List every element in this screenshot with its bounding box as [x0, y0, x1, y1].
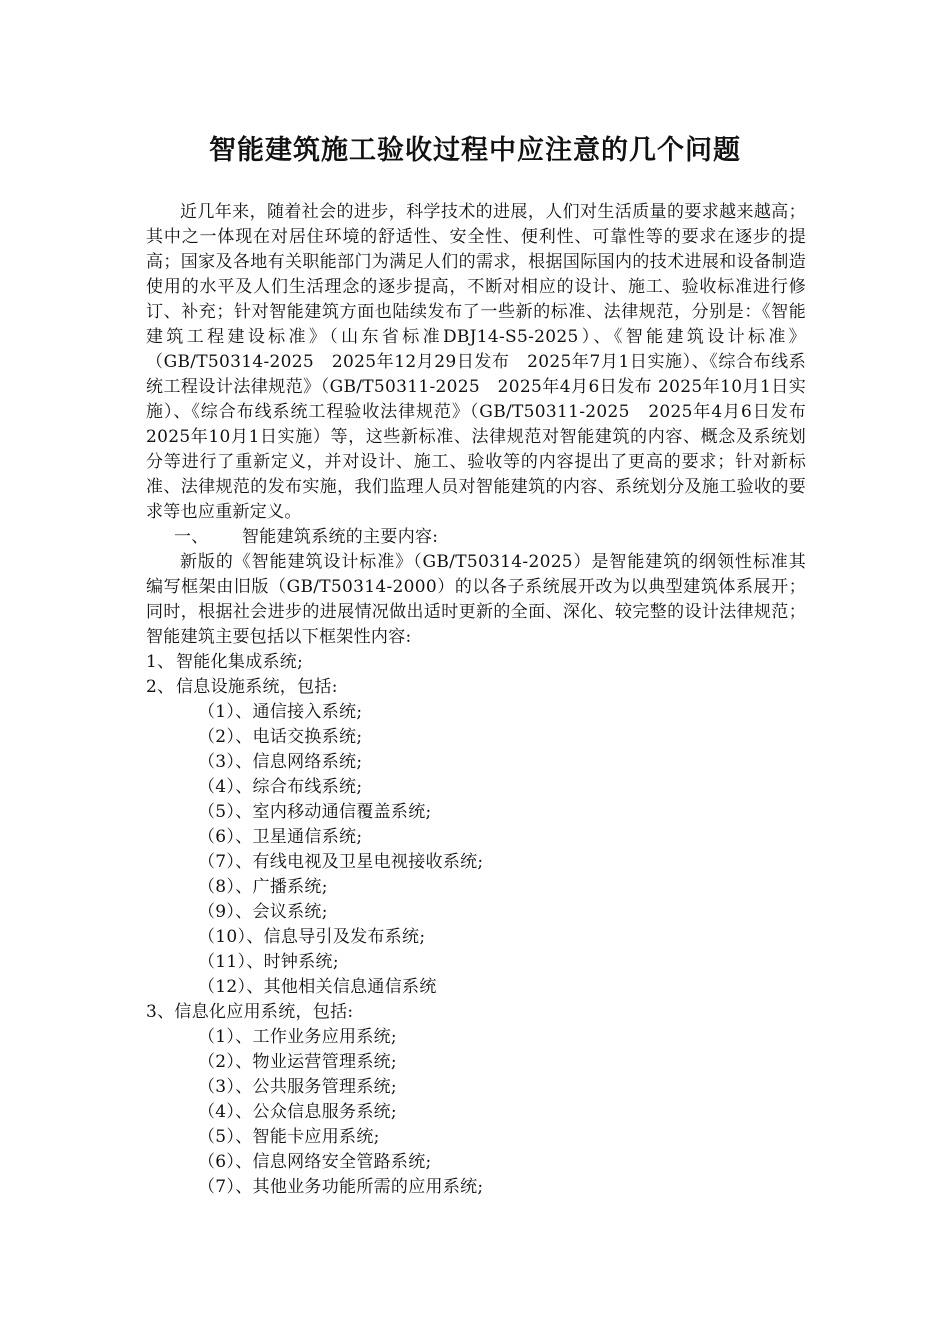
intro-paragraph: 近几年来，随着社会的进步，科学技术的进展，人们对生活质量的要求越来越高；其中之一体现在对居住环境的舒适性、安全性、便利性、可靠性等的要求在逐步的提高；国家及各地有关职能部门为满足人们的需求，根据国际国内的技术进展和设备制造使用的水平及人们生活理念的逐步提高，不断对相应的设计、施工、验收标准进行修订、补充；针对智能建筑方面也陆续发布了一些新的标准、法律规范，分别是：《智能建筑工程建设标准》（山东省标准DBJ14-S5-2025）、《智能建筑设计标准》（GB/T50314-2025 2025年12月29日发布 2025年7月1日实施）、《综合布线系统工程设计法律规范》（GB/T50311-2025 2025年4月6日发布 2025年10月1日实施）、《综合布线系统工程验收法律规范》（GB/T50311-2025 2025年4月6日发布 2025年10月1日实施）等，这些新标准、法律规范对智能建筑的内容、概念及系统划分等进行了重新定义，并对设计、施工、验收等的内容提出了更高的要求；针对新标准、法律规范的发布实施，我们监理人员对智能建筑的内容、系统划分及施工验收的要求等也应重新定义。 — [146, 202, 806, 522]
sub-list-item: （6）、信息网络安全管路系统; — [198, 1152, 432, 1172]
sub-list-item: （7）、其他业务功能所需的应用系统; — [198, 1177, 484, 1197]
section-heading-text: 智能建筑系统的主要内容: — [242, 527, 439, 547]
sub-list-item: （1）、通信接入系统; — [198, 702, 363, 722]
sub-list-item: （4）、综合布线系统; — [198, 777, 363, 797]
sub-list-item: （6）、卫星通信系统; — [198, 827, 363, 847]
section-paragraph: 新版的《智能建筑设计标准》（GB/T50314-2025）是智能建筑的纲领性标准其编写框架由旧版（GB/T50314-2000）的以各子系统展开改为以典型建筑体系展开；同时，根据社会进步的进展情况做出适时更新的全面、深化、较完整的设计法律规范；智能建筑主要包括以下框架性内容: — [146, 552, 806, 647]
sub-list-item: （2）、物业运营管理系统; — [198, 1052, 397, 1072]
sub-list-item: （1）、工作业务应用系统; — [198, 1027, 397, 1047]
list-item-text: 智能化集成系统; — [176, 652, 304, 672]
list-item-text: 信息设施系统，包括: — [176, 677, 338, 697]
list-item-number: 2、 — [146, 677, 175, 697]
sub-list-item: （10）、信息导引及发布系统; — [198, 927, 426, 947]
sub-list-item: （9）、会议系统; — [198, 902, 328, 922]
sub-list-item: （5）、智能卡应用系统; — [198, 1127, 380, 1147]
list-item-number: 1、 — [146, 652, 175, 672]
document-body — [146, 200, 806, 1200]
section-number: 一、 — [174, 527, 209, 547]
list-item-1 — [146, 650, 806, 675]
list-item-2 — [146, 675, 806, 700]
section-heading — [146, 525, 806, 550]
sub-list-item: （11）、时钟系统; — [198, 952, 339, 972]
sub-list-item: （2）、电话交换系统; — [198, 727, 363, 747]
sub-list-item: （4）、公众信息服务系统; — [198, 1102, 397, 1122]
sub-list-item: （3）、信息网络系统; — [198, 752, 363, 772]
list-item-3: 3、信息化应用系统，包括: — [146, 1002, 354, 1022]
sub-list-item: （12）、其他相关信息通信系统 — [198, 977, 437, 997]
sub-list-item: （3）、公共服务管理系统; — [198, 1077, 397, 1097]
sub-list-item: （7）、有线电视及卫星电视接收系统; — [198, 852, 484, 872]
sub-list-item: （8）、广播系统; — [198, 877, 328, 897]
document-title: 智能建筑施工验收过程中应注意的几个问题 — [209, 135, 741, 166]
sub-list-item: （5）、室内移动通信覆盖系统; — [198, 802, 432, 822]
